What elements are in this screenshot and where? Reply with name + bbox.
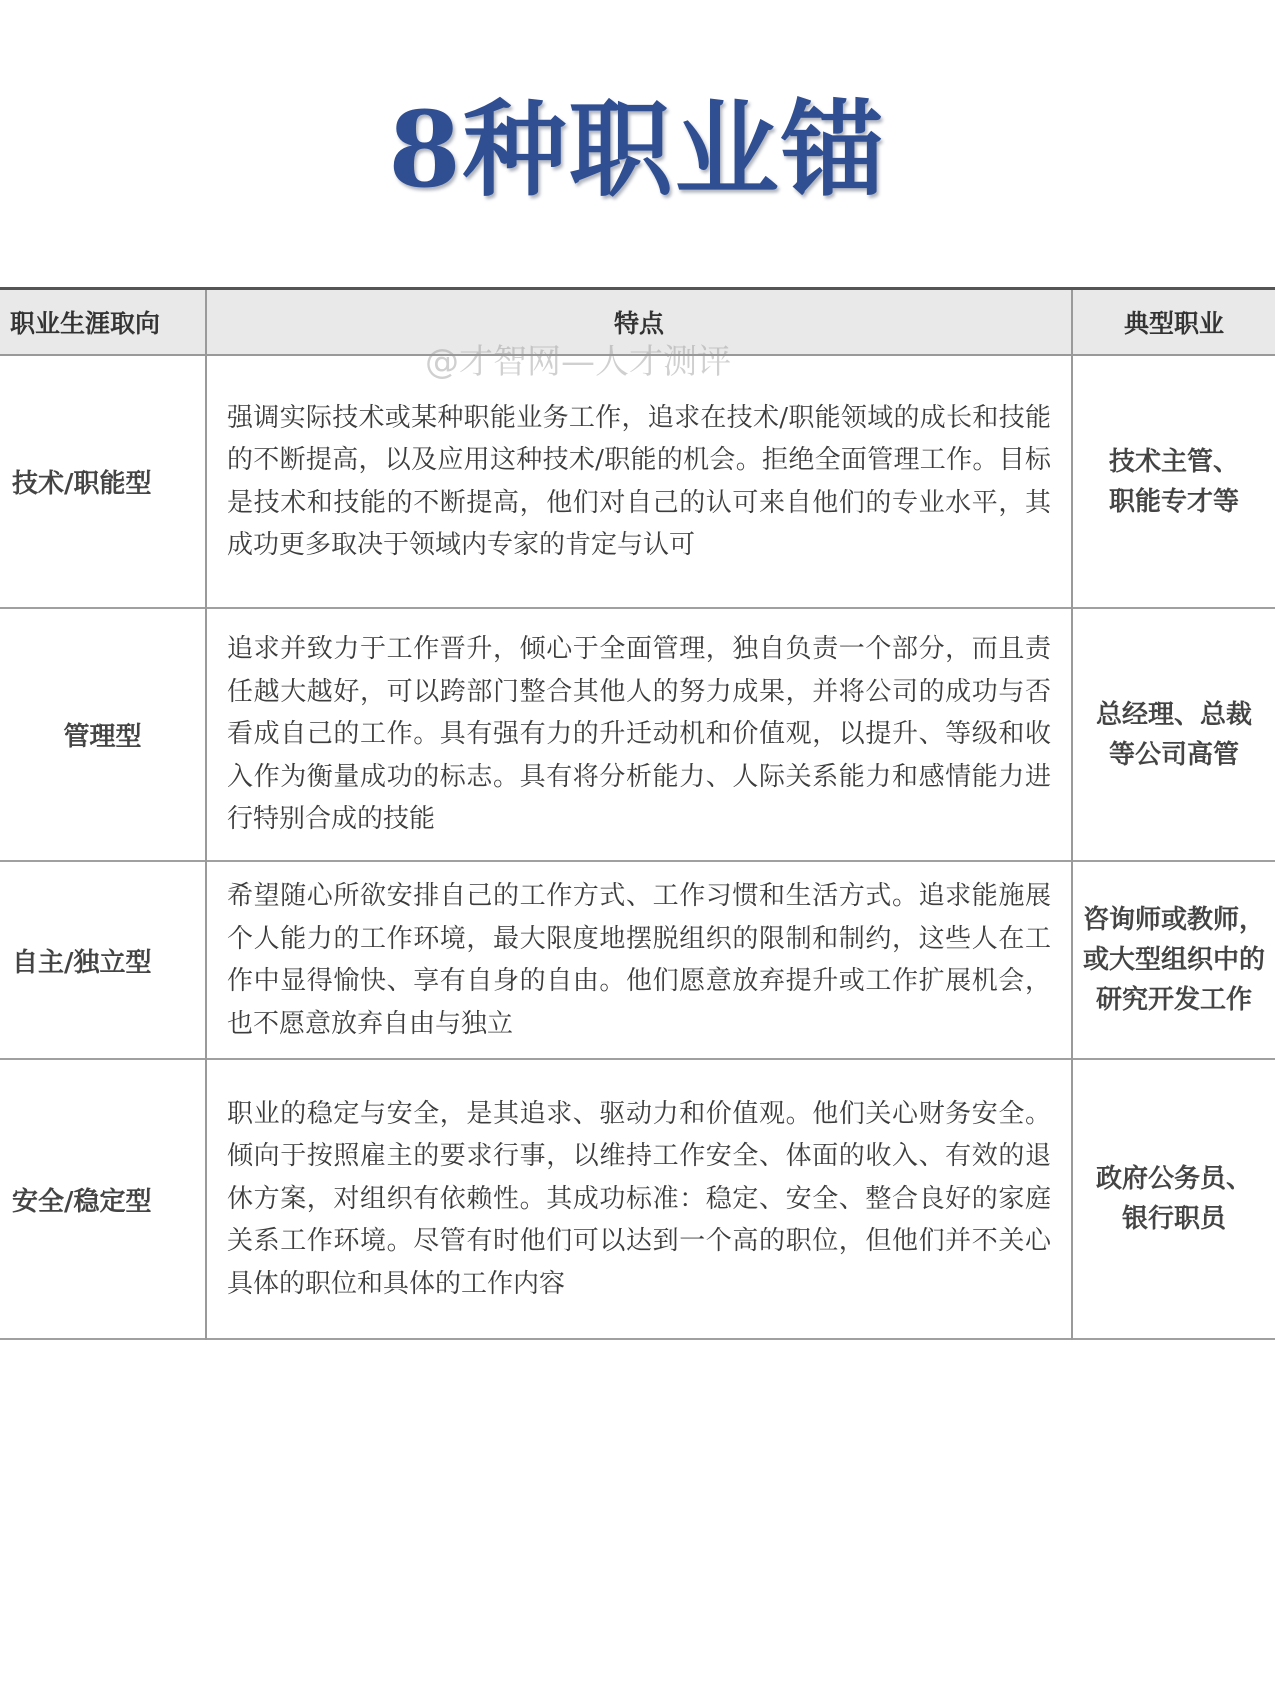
row-orientation: 管理型 xyxy=(0,608,206,861)
row-features: 希望随心所欲安排自己的工作方式、工作习惯和生活方式。追求能施展个人能力的工作环境，最大限度地摆脱组织的限制和制约，这些人在工作中显得愉快、享有自身的自由。他们愿意放弃提升或工作扩展机会，也不愿意放弃自由与独立 xyxy=(206,861,1072,1059)
job-line: 职能专才等 xyxy=(1108,486,1239,517)
table-row xyxy=(0,861,1275,1059)
row-features: 追求并致力于工作晋升，倾心于全面管理，独自负责一个部分，而且责任越大越好，可以跨部门整合其他人的努力成果，并将公司的成功与否看成自己的工作。具有强有力的升迁动机和价值观，以提升、等级和收入作为衡量成功的标志。具有将分析能力、人际关系能力和感情能力进行特别合成的技能 xyxy=(206,608,1072,861)
job-line: 政府公务员、 xyxy=(1095,1164,1252,1194)
career-anchor-table xyxy=(0,287,1275,1340)
row-features: 强调实际技术或某种职能业务工作，追求在技术/职能领域的成长和技能的不断提高，以及应用这种技术/职能的机会。拒绝全面管理工作。目标是技术和技能的不断提高，他们对自己的认可来自他们的专业水平，其成功更多取决于领域内专家的肯定与认可 xyxy=(206,355,1072,608)
job-line: 银行职员 xyxy=(1121,1204,1226,1234)
header-orientation: 职业生涯取向 xyxy=(0,289,206,356)
job-line: 总经理、总裁 xyxy=(1095,699,1252,730)
header-typical-jobs: 典型职业 xyxy=(1123,309,1224,338)
watermark: @才智网—人才测评 xyxy=(425,342,731,382)
row-typical-jobs xyxy=(1072,355,1275,608)
row-orientation: 技术/职能型 xyxy=(0,355,206,608)
header-features: 特点 xyxy=(206,289,1072,356)
job-line: 或大型组织中的 xyxy=(1082,945,1265,975)
row-typical-jobs xyxy=(1072,1059,1275,1339)
row-orientation: 自主/独立型 xyxy=(0,861,206,1059)
table-row xyxy=(0,355,1275,608)
job-line: 技术主管、 xyxy=(1108,446,1239,477)
job-line: 咨询师或教师， xyxy=(1082,905,1265,935)
row-typical-jobs xyxy=(1072,861,1275,1059)
table-row xyxy=(0,1059,1275,1339)
row-features: 职业的稳定与安全，是其追求、驱动力和价值观。他们关心财务安全。倾向于按照雇主的要求行事，以维持工作安全、体面的收入、有效的退休方案，对组织有依赖性。其成功标准：稳定、安全、整合良好的家庭关系工作环境。尽管有时他们可以达到一个高的职位，但他们并不关心具体的职位和具体的工作内容 xyxy=(206,1059,1072,1339)
job-line: 等公司高管 xyxy=(1108,739,1239,770)
row-orientation: 安全/稳定型 xyxy=(0,1059,206,1339)
row-typical-jobs xyxy=(1072,608,1275,861)
table-header-row xyxy=(0,289,1275,356)
page-title: 8种职业锚 xyxy=(388,88,887,211)
job-line: 研究开发工作 xyxy=(1095,985,1252,1015)
table-row xyxy=(0,608,1275,861)
